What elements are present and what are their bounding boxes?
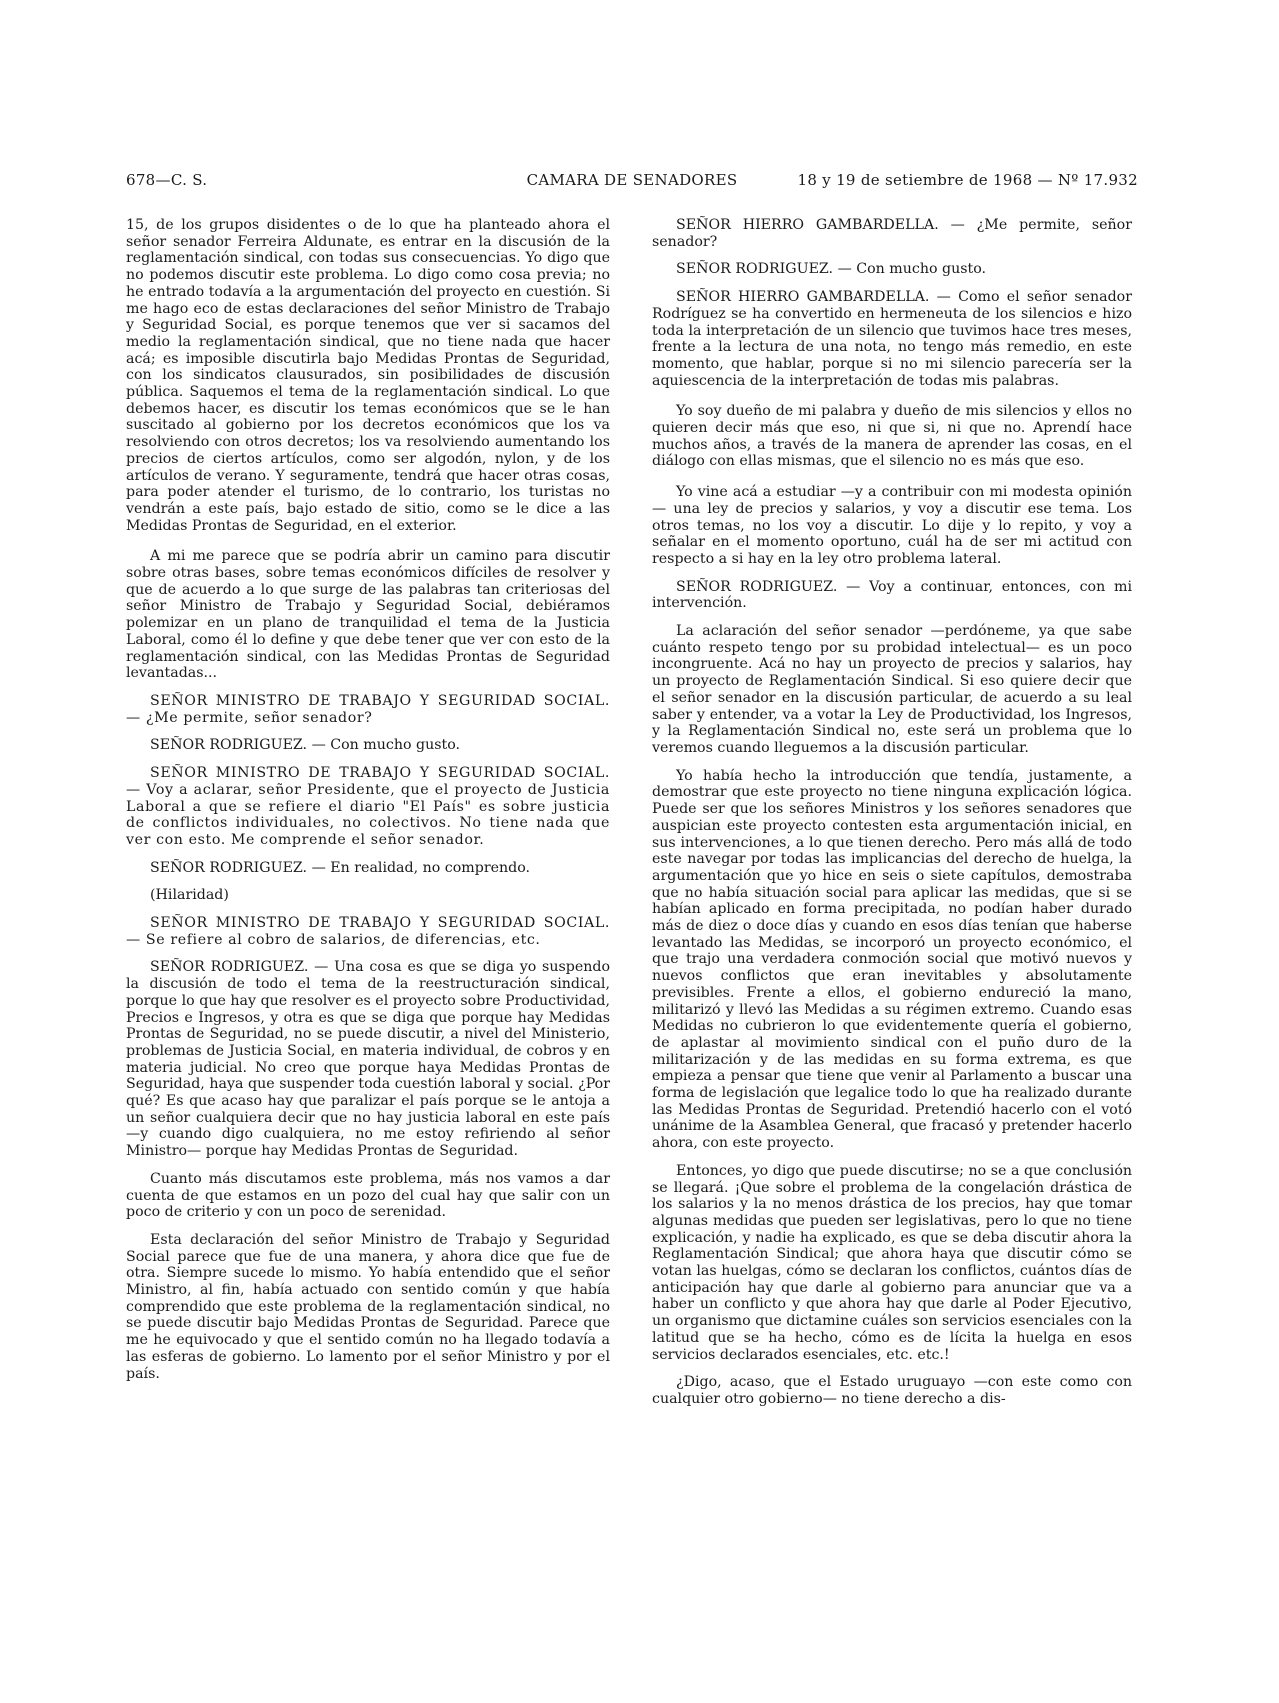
paragraph: La aclaración del señor senador —perdóneme, ya que sabe cuánto respeto tengo por su probidad intelectual— es un poco incongruente. Acá no hay un proyecto de precios y salarios, hay un proyecto de Reglamentación Sindical. Si eso quiere decir que el señor senador en la discusión particular, de acuerdo a su leal saber y entender, va a votar la Ley de Productividad, los Ingresos, y la Reglamentación Sindical no, este será un problema que lo veremos cuando lleguemos a la discusión particular.: [652, 623, 1132, 756]
speaker-paragraph: SEÑOR RODRIGUEZ. — Con mucho gusto.: [150, 737, 461, 754]
issue-date: 18 y 19 de setiembre de 1968 — Nº 17.932: [797, 171, 1138, 189]
left-column: [126, 217, 610, 1393]
paragraph: A mi me parece que se podría abrir un camino para discutir sobre otras bases, sobre temas económicos difíciles de resolver y que de acuerdo a lo que surge de las palabras tan criteriosas del señor Ministro de Trabajo y Seguridad Social, debiéramos polemizar en un plano de tranquilidad el tema de la Justicia Laboral, como él lo define y que debe tener que ver con esto de la reglamentación sindical, con las Medidas Prontas de Seguridad levantadas...: [126, 548, 610, 682]
speaker-paragraph: SEÑOR MINISTRO DE TRABAJO Y SEGURIDAD SOCIAL. — Se refiere al cobro de salarios, de diferencias, etc.: [126, 915, 610, 948]
speaker-paragraph: SEÑOR MINISTRO DE TRABAJO Y SEGURIDAD SOCIAL. — ¿Me permite, señor senador?: [126, 692, 610, 726]
paragraph: ¿Digo, acaso, que el Estado uruguayo —con este como con cualquier otro gobierno— no tiene derecho a dis-: [652, 1374, 1132, 1407]
paragraph: Cuanto más discutamos este problema, más nos vamos a dar cuenta de que estamos en un pozo del cual hay que salir con un poco de criterio y con un poco de serenidad.: [126, 1170, 610, 1221]
speaker-paragraph: SEÑOR RODRIGUEZ. — En realidad, no comprendo.: [150, 859, 531, 876]
speaker-paragraph: SEÑOR RODRIGUEZ. — Con mucho gusto.: [676, 261, 987, 278]
speaker-paragraph: SEÑOR MINISTRO DE TRABAJO Y SEGURIDAD SOCIAL. — Voy a aclarar, señor Presidente, que el proyecto de Justicia Laboral a que se refiere el diario "El País" es sobre justicia de conflictos individuales, no colectivos. No tiene nada que ver con esto. Me comprende el señor senador.: [126, 765, 610, 848]
speaker-paragraph: SEÑOR HIERRO GAMBARDELLA. — ¿Me permite, señor senador?: [652, 217, 1132, 250]
stage-direction: (Hilaridad): [150, 887, 229, 904]
right-column: [652, 217, 1132, 1419]
speaker-paragraph: SEÑOR RODRIGUEZ. — Una cosa es que se diga yo suspendo la discusión de todo el tema de la reestructuración sindical, porque lo que hay que resolver es el proyecto sobre Productividad, Precios e Ingresos, y otra es que se diga que porque hay Medidas Prontas de Seguridad, no se puede discutir, a nivel del Ministerio, problemas de Justicia Social, en materia individual, de cobros y en materia judicial. No creo que porque haya Medidas Prontas de Seguridad, haya que suspender toda cuestión laboral y social. ¿Por qué? Es que acaso hay que paralizar el país porque se le antoja a un señor cualquiera decir que no hay justicia laboral en este país —y cuando digo cualquiera, no me estoy refiriendo al señor Ministro— porque hay Medidas Prontas de Seguridad.: [126, 959, 610, 1160]
paragraph: 15, de los grupos disidentes o de lo que ha planteado ahora el señor senador Ferreira Aldunate, es entrar en la discusión de la reglamentación sindical, con todas sus consecuencias. Yo digo que no podemos discutir este problema. Lo digo como cosa previa; no he entrado todavía a la argumentación del proyecto en cuestión. Si me hago eco de estas declaraciones del señor Ministro de Trabajo y Seguridad Social, es porque tenemos que ver si sacamos del medio la reglamentación sindical, que no tiene nada que hacer acá; es imposible discutirla bajo Medidas Prontas de Seguridad, con los sindicatos clausurados, sin posibilidades de discusión pública. Saquemos el tema de la reglamentación sindical. Lo que debemos hacer, es discutir los temas económicos que se le han suscitado al gobierno por los decretos económicos que los va resolviendo con otros decretos; los va resolviendo aumentando los precios de ciertos artículos, como ser algodón, nylon, y de los artículos de verano. Y seguramente, tendrá que hacer otras cosas, para poder atender el turismo, de lo contrario, los turistas no vendrán a este país, bajo estado de sitio, como se le dice a las Medidas Prontas de Seguridad, en el exterior.: [126, 217, 610, 534]
paragraph: Yo había hecho la introducción que tendía, justamente, a demostrar que este proyecto no tiene ninguna explicación lógica. Puede ser que los señores Ministros y los señores senadores que auspician este proyecto contesten esta argumentación inicial, en sus intervenciones, a lo que tienen derecho. Pero más allá de todo este navegar por todas las implicancias del derecho de huelga, la argumentación que yo hice en seis o siete capítulos, demostraba que no había situación social para aplicar las medidas, que si se habían aplicado en forma precipitada, no podían haber durado más de diez o doce días y cuando en esos días tenían que haberse levantado las Medidas, se incorporó un proyecto económico, el que trajo una verdadera conmoción social que motivó nuevos y nuevos conflictos que eran inevitables y absolutamente previsibles. Frente a ellos, el gobierno endureció la mano, militarizó y llevó las Medidas a su régimen extremo. Cuando esas Medidas no cubrieron lo que evidentemente quería el gobierno, de aplastar al movimiento sindical con el puño duro de la militarización y de las medidas en su forma extrema, es que empieza a pensar que tiene que venir al Parlamento a buscar una forma de legislación que legalice todo lo que ha realizado durante las Medidas Prontas de Seguridad. Pretendió hacerlo con el votó unánime de la Asamblea General, que fracasó y pretender hacerlo ahora, con este proyecto.: [652, 767, 1132, 1152]
page-header: [126, 171, 1138, 197]
paragraph: Entonces, yo digo que puede discutirse; no se a que conclusión se llegará. ¡Que sobre el problema de la congelación drástica de los salarios y la no menos drástica de los precios, hay que tomar algunas medidas que pueden ser legislativas, pero lo que no tiene explicación, y nadie ha explicado, es que se deba discutir ahora la Reglamentación Sindical; que ahora haya que discutir cómo se votan las huelgas, cómo se declaran los conflictos, cuántos días de anticipación hay que darle al gobierno para anunciar que va a haber un conflicto y que ahora hay que darle al Poder Ejecutivo, un organismo que dictamine cuáles son servicios esenciales con la latitud que se ha hecho, cómo es de lícita la huelga en esos servicios declarados esenciales, etc. etc.!: [652, 1162, 1132, 1363]
speaker-paragraph: SEÑOR RODRIGUEZ. — Voy a continuar, entonces, con mi intervención.: [652, 578, 1132, 612]
paragraph: Yo vine acá a estudiar —y a contribuir con mi modesta opinión— una ley de precios y salarios, y voy a discutir ese tema. Los otros temas, no los voy a discutir. Lo dije y lo repito, y voy a señalar en el momento oportuno, cuál ha de ser mi actitud con respecto a si hay en la ley otro problema lateral.: [652, 484, 1132, 567]
page-number: 678—C. S.: [126, 171, 208, 189]
paragraph: Yo soy dueño de mi palabra y dueño de mis silencios y ellos no quieren decir más que eso, ni que si, ni que no. Aprendí hace muchos años, a través de la manera de aprender las cosas, en el diálogo con ellas mismas, que el silencio no es más que eso.: [652, 403, 1132, 470]
paragraph: Esta declaración del señor Ministro de Trabajo y Seguridad Social parece que fue de una manera, y ahora dice que fue de otra. Siempre sucede lo mismo. Yo había entendido que el señor Ministro, al fin, había actuado con sentido común y que había comprendido que este problema de la reglamentación sindical, no se puede discutir bajo Medidas Prontas de Seguridad. Parece que me he equivocado y que el sentido común no ha llegado todavía a las esferas de gobierno. Lo lamento por el señor Ministro y por el país.: [126, 1231, 610, 1382]
speaker-paragraph: SEÑOR HIERRO GAMBARDELLA. — Como el señor senador Rodríguez se ha convertido en hermeneuta de los silencios e hizo toda la interpretación de un silencio que tuvimos hace tres meses, frente a la lectura de una nota, no tengo más remedio, en este momento, que hablar, porque si no mi silencio parecería ser la aquiescencia de la interpretación de todas mis palabras.: [652, 289, 1132, 389]
publication-title: CAMARA DE SENADORES: [526, 171, 738, 189]
